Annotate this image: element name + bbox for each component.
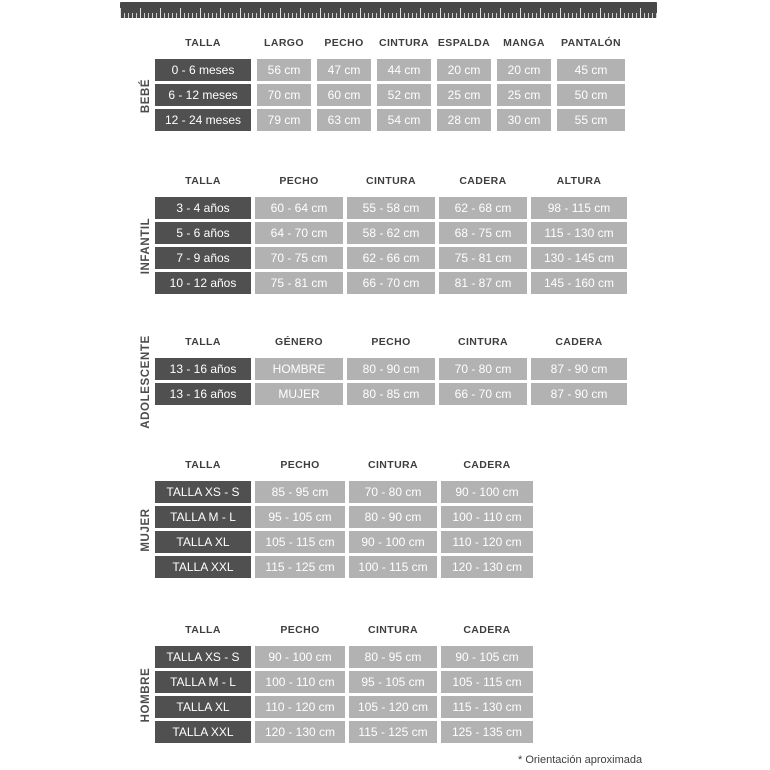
measurement-cell: 87 - 90 cm (531, 358, 627, 380)
size-label-cell: 6 - 12 meses (155, 84, 251, 106)
measurement-cell: 28 cm (437, 109, 491, 131)
measurement-cell: 120 - 130 cm (255, 721, 345, 743)
column-header: CADERA (555, 336, 603, 348)
ruler-icon (120, 2, 657, 18)
measurement-cell: 54 cm (377, 109, 431, 131)
measurement-cell: 100 - 110 cm (441, 506, 533, 528)
measurement-cell: 130 - 145 cm (531, 247, 627, 269)
column-header: CINTURA (457, 336, 509, 348)
table-row (155, 383, 627, 405)
measurement-cell: 52 cm (377, 84, 431, 106)
size-label-cell: 10 - 12 años (155, 272, 251, 294)
measurement-cell: 90 - 105 cm (441, 646, 533, 668)
size-label-cell: TALLA XXL (155, 721, 251, 743)
measurement-cell: 125 - 135 cm (441, 721, 533, 743)
column-header: CINTURA (378, 37, 430, 49)
measurement-cell: 62 - 68 cm (439, 197, 527, 219)
section-label-bebe: BEBÉ (140, 78, 152, 114)
size-label-cell: TALLA XL (155, 531, 251, 553)
table-row (155, 84, 625, 106)
measurement-cell: 70 - 75 cm (255, 247, 343, 269)
column-header: GÉNERO (275, 336, 323, 348)
measurement-cell: 68 - 75 cm (439, 222, 527, 244)
table-header-row (155, 336, 627, 348)
size-label-cell: 12 - 24 meses (155, 109, 251, 131)
column-header: TALLA (185, 459, 221, 471)
section-label-infantil: INFANTIL (140, 217, 152, 275)
measurement-cell: 115 - 125 cm (349, 721, 437, 743)
measurement-cell: 47 cm (317, 59, 371, 81)
size-label-cell: TALLA XS - S (155, 646, 251, 668)
size-label-cell: TALLA XS - S (155, 481, 251, 503)
section-label-hombre: HOMBRE (140, 667, 152, 723)
table-row (155, 481, 533, 503)
table-header-row (155, 459, 533, 471)
measurement-cell: 60 cm (317, 84, 371, 106)
measurement-cell: 20 cm (497, 59, 551, 81)
measurement-cell: 50 cm (557, 84, 625, 106)
measurement-cell: 66 - 70 cm (439, 383, 527, 405)
measurement-cell: 55 - 58 cm (347, 197, 435, 219)
column-header: TALLA (185, 336, 221, 348)
column-header: PECHO (280, 459, 320, 471)
measurement-cell: 115 - 130 cm (531, 222, 627, 244)
measurement-cell: 115 - 130 cm (441, 696, 533, 718)
size-label-cell: TALLA M - L (155, 671, 251, 693)
measurement-cell: 110 - 120 cm (255, 696, 345, 718)
table-bebe (155, 37, 625, 134)
column-header: PECHO (279, 175, 319, 187)
column-header: PECHO (371, 336, 411, 348)
column-header: MANGA (503, 37, 545, 49)
measurement-cell: 95 - 105 cm (255, 506, 345, 528)
measurement-cell: 45 cm (557, 59, 625, 81)
size-label-cell: TALLA M - L (155, 506, 251, 528)
measurement-cell: 25 cm (497, 84, 551, 106)
measurement-cell: 25 cm (437, 84, 491, 106)
table-row (155, 721, 533, 743)
column-header: PANTALÓN (561, 37, 621, 49)
measurement-cell: 75 - 81 cm (255, 272, 343, 294)
measurement-cell: 58 - 62 cm (347, 222, 435, 244)
measurement-cell: 64 - 70 cm (255, 222, 343, 244)
measurement-cell: 95 - 105 cm (349, 671, 437, 693)
measurement-cell: 75 - 81 cm (439, 247, 527, 269)
table-row (155, 247, 627, 269)
measurement-cell: 110 - 120 cm (441, 531, 533, 553)
section-label-mujer: MUJER (140, 508, 152, 552)
footnote: * Orientación aproximada (518, 754, 643, 766)
column-header: TALLA (185, 624, 221, 636)
measurement-cell: 44 cm (377, 59, 431, 81)
size-label-cell: 7 - 9 años (155, 247, 251, 269)
measurement-cell: 145 - 160 cm (531, 272, 627, 294)
measurement-cell: 90 - 100 cm (441, 481, 533, 503)
measurement-cell: 105 - 115 cm (255, 531, 345, 553)
column-header: CINTURA (367, 624, 419, 636)
measurement-cell: 80 - 85 cm (347, 383, 435, 405)
measurement-cell: 90 - 100 cm (255, 646, 345, 668)
measurement-cell: 79 cm (257, 109, 311, 131)
table-infantil (155, 175, 627, 297)
measurement-cell: 90 - 100 cm (349, 531, 437, 553)
table-row (155, 671, 533, 693)
table-body (155, 59, 625, 131)
column-header: PECHO (280, 624, 320, 636)
measurement-cell: 100 - 115 cm (349, 556, 437, 578)
column-header: TALLA (185, 175, 221, 187)
measurement-cell: 56 cm (257, 59, 311, 81)
measurement-cell: 80 - 90 cm (347, 358, 435, 380)
measurement-cell: 70 cm (257, 84, 311, 106)
column-header: CINTURA (367, 459, 419, 471)
measurement-cell: 105 - 115 cm (441, 671, 533, 693)
size-label-cell: TALLA XXL (155, 556, 251, 578)
measurement-cell: 80 - 95 cm (349, 646, 437, 668)
size-label-cell: 5 - 6 años (155, 222, 251, 244)
size-label-cell: 0 - 6 meses (155, 59, 251, 81)
measurement-cell: 98 - 115 cm (531, 197, 627, 219)
table-row (155, 506, 533, 528)
table-row (155, 272, 627, 294)
table-body (155, 358, 627, 405)
measurement-cell: 55 cm (557, 109, 625, 131)
table-row (155, 358, 627, 380)
table-row (155, 59, 625, 81)
measurement-cell: 20 cm (437, 59, 491, 81)
size-label-cell: 13 - 16 años (155, 383, 251, 405)
measurement-cell: 115 - 125 cm (255, 556, 345, 578)
table-body (155, 197, 627, 294)
measurement-cell: HOMBRE (255, 358, 343, 380)
measurement-cell: 80 - 90 cm (349, 506, 437, 528)
measurement-cell: 30 cm (497, 109, 551, 131)
table-hombre (155, 624, 533, 746)
size-label-cell: 3 - 4 años (155, 197, 251, 219)
table-header-row (155, 175, 627, 187)
column-header: TALLA (185, 37, 221, 49)
measurement-cell: 100 - 110 cm (255, 671, 345, 693)
column-header: ALTURA (556, 175, 602, 187)
column-header: CADERA (463, 459, 511, 471)
column-header: CADERA (459, 175, 507, 187)
measurement-cell: 63 cm (317, 109, 371, 131)
table-row (155, 197, 627, 219)
measurement-cell: 81 - 87 cm (439, 272, 527, 294)
column-header: LARGO (264, 37, 304, 49)
table-row (155, 696, 533, 718)
table-header-row (155, 37, 625, 49)
measurement-cell: 105 - 120 cm (349, 696, 437, 718)
table-row (155, 646, 533, 668)
measurement-cell: 85 - 95 cm (255, 481, 345, 503)
table-header-row (155, 624, 533, 636)
table-mujer (155, 459, 533, 581)
table-row (155, 222, 627, 244)
table-row (155, 556, 533, 578)
table-body (155, 481, 533, 578)
measurement-cell: 62 - 66 cm (347, 247, 435, 269)
table-row (155, 109, 625, 131)
column-header: CINTURA (365, 175, 417, 187)
table-row (155, 531, 533, 553)
table-adolescente (155, 336, 627, 408)
section-label-adolescente: ADOLESCENTE (140, 335, 152, 429)
measurement-cell: 60 - 64 cm (255, 197, 343, 219)
measurement-cell: 70 - 80 cm (349, 481, 437, 503)
measurement-cell: 120 - 130 cm (441, 556, 533, 578)
size-label-cell: 13 - 16 años (155, 358, 251, 380)
table-body (155, 646, 533, 743)
column-header: ESPALDA (437, 37, 491, 49)
measurement-cell: 70 - 80 cm (439, 358, 527, 380)
column-header: PECHO (324, 37, 364, 49)
measurement-cell: 66 - 70 cm (347, 272, 435, 294)
measurement-cell: 87 - 90 cm (531, 383, 627, 405)
measurement-cell: MUJER (255, 383, 343, 405)
column-header: CADERA (463, 624, 511, 636)
size-label-cell: TALLA XL (155, 696, 251, 718)
